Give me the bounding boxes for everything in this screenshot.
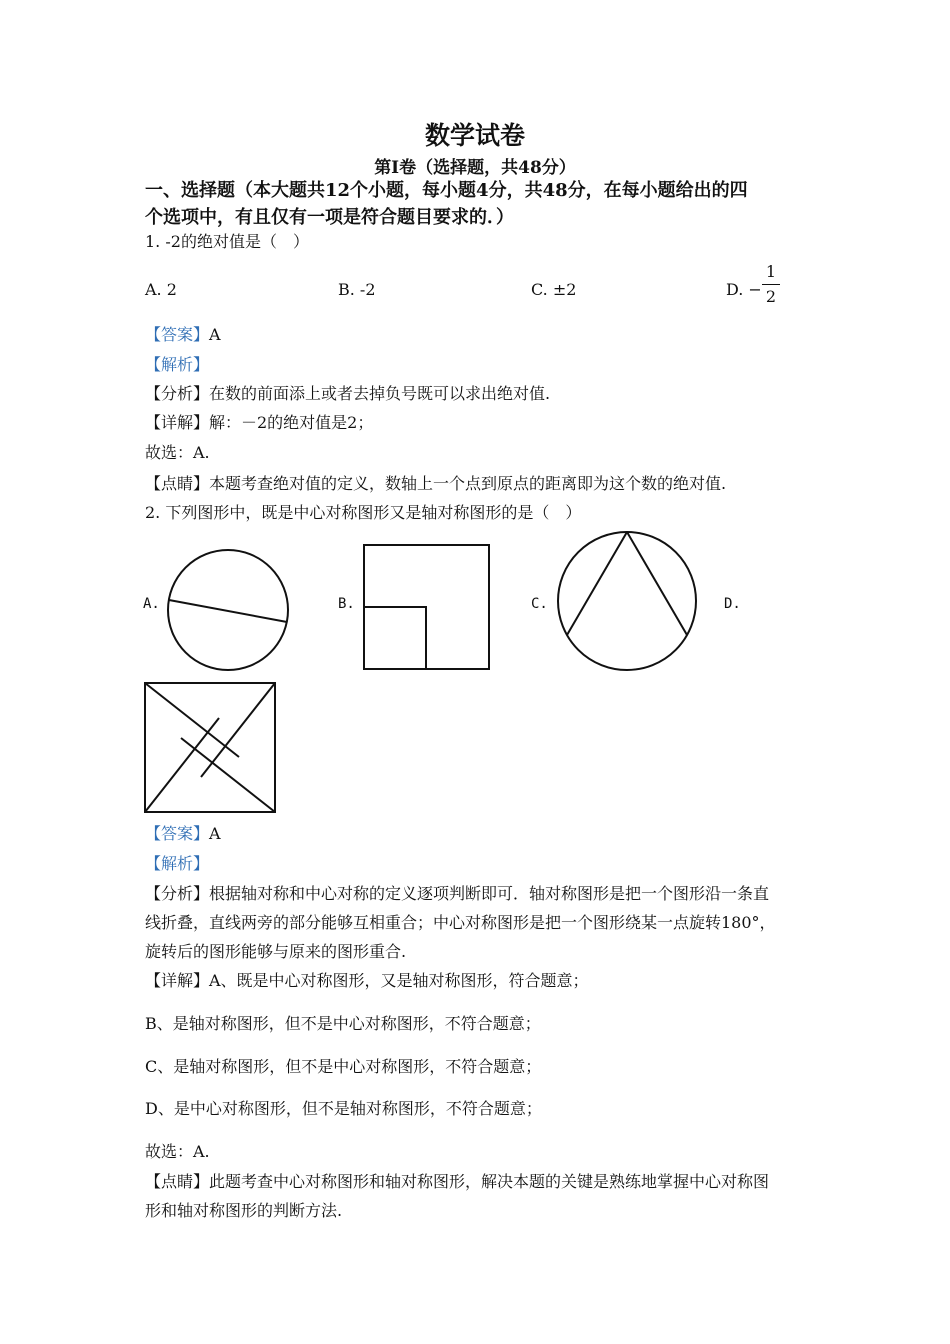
figure-a-circle-chord — [168, 550, 288, 670]
q2-fenxi-line1: 【分析】根据轴对称和中心对称的定义逐项判断即可．轴对称图形是把一个图形沿一条直 — [145, 884, 770, 903]
q2-label-b: B. — [338, 596, 355, 612]
q2-dianjing-line1: 【点睛】此题考查中心对称图形和轴对称图形，解决本题的关键是熟练地掌握中心对称图 — [145, 1172, 770, 1191]
answer-tag: 【答案】 — [145, 325, 210, 344]
fraction-numerator: 1 — [765, 262, 777, 281]
q1-fenxi: 【分析】在数的前面添上或者去掉负号既可以求出绝对值. — [145, 384, 551, 403]
q1-option-c: C. ±2 — [531, 280, 577, 299]
q1-option-b: B. -2 — [338, 280, 376, 299]
q2-conclusion: 故选：A. — [145, 1142, 210, 1161]
section-heading-line2: 个选项中，有且仅有一项是符合题目要求的．） — [145, 207, 514, 228]
fraction-denominator: 2 — [765, 287, 777, 306]
answer-value: A — [209, 824, 221, 843]
page-subtitle: 第Ⅰ卷（选择题，共48分） — [374, 158, 576, 178]
answer-tag: 【答案】 — [145, 824, 210, 843]
q2-xiangjie: 【详解】A、既是中心对称图形，又是轴对称图形，符合题意； — [145, 971, 589, 990]
q1-option-a: A. 2 — [145, 280, 177, 299]
q1-conclusion: 故选：A. — [145, 443, 210, 462]
q2-label-c: C. — [531, 596, 548, 612]
q1-xiangjie: 【详解】解：－2的绝对值是2； — [145, 413, 374, 432]
q2-label-a: A. — [143, 596, 160, 612]
q2-stem: 2. 下列图形中，既是中心对称图形又是轴对称图形的是（ ） — [145, 503, 582, 522]
q2-detail-b: B、是轴对称图形，但不是中心对称图形，不符合题意； — [145, 1014, 541, 1033]
q2-detail-d: D、是中心对称图形，但不是轴对称图形，不符合题意； — [145, 1099, 542, 1118]
section-heading-line1: 一、选择题（本大题共12个小题，每小题4分，共48分，在每小题给出的四 — [145, 180, 748, 201]
q2-fenxi-line2: 线折叠，直线两旁的部分能够互相重合；中心对称图形是把一个图形绕某一点旋转180°， — [145, 913, 776, 932]
figure-c-circle-triangle — [558, 532, 696, 670]
q1-option-d: D. − — [726, 280, 762, 299]
figure-b-nested-squares — [364, 545, 489, 669]
q2-label-d: D. — [724, 596, 741, 612]
q1-stem: 1. -2的绝对值是（ ） — [145, 232, 309, 251]
q2-analysis-tag: 【解析】 — [145, 854, 210, 873]
q1-dianjing: 【点睛】本题考查绝对值的定义，数轴上一个点到原点的距离即为这个数的绝对值. — [145, 474, 727, 493]
q2-dianjing-line2: 形和轴对称图形的判断方法. — [145, 1201, 343, 1220]
q2-detail-c: C、是轴对称图形，但不是中心对称图形，不符合题意； — [145, 1057, 542, 1076]
answer-value: A — [209, 325, 221, 344]
page-title: 数学试卷 — [424, 121, 525, 150]
q1-analysis-tag: 【解析】 — [145, 355, 210, 374]
q2-answer — [145, 824, 221, 844]
q2-fenxi-line3: 旋转后的图形能够与原来的图形重合. — [145, 942, 407, 961]
figure-d-pinwheel-square — [145, 683, 275, 812]
